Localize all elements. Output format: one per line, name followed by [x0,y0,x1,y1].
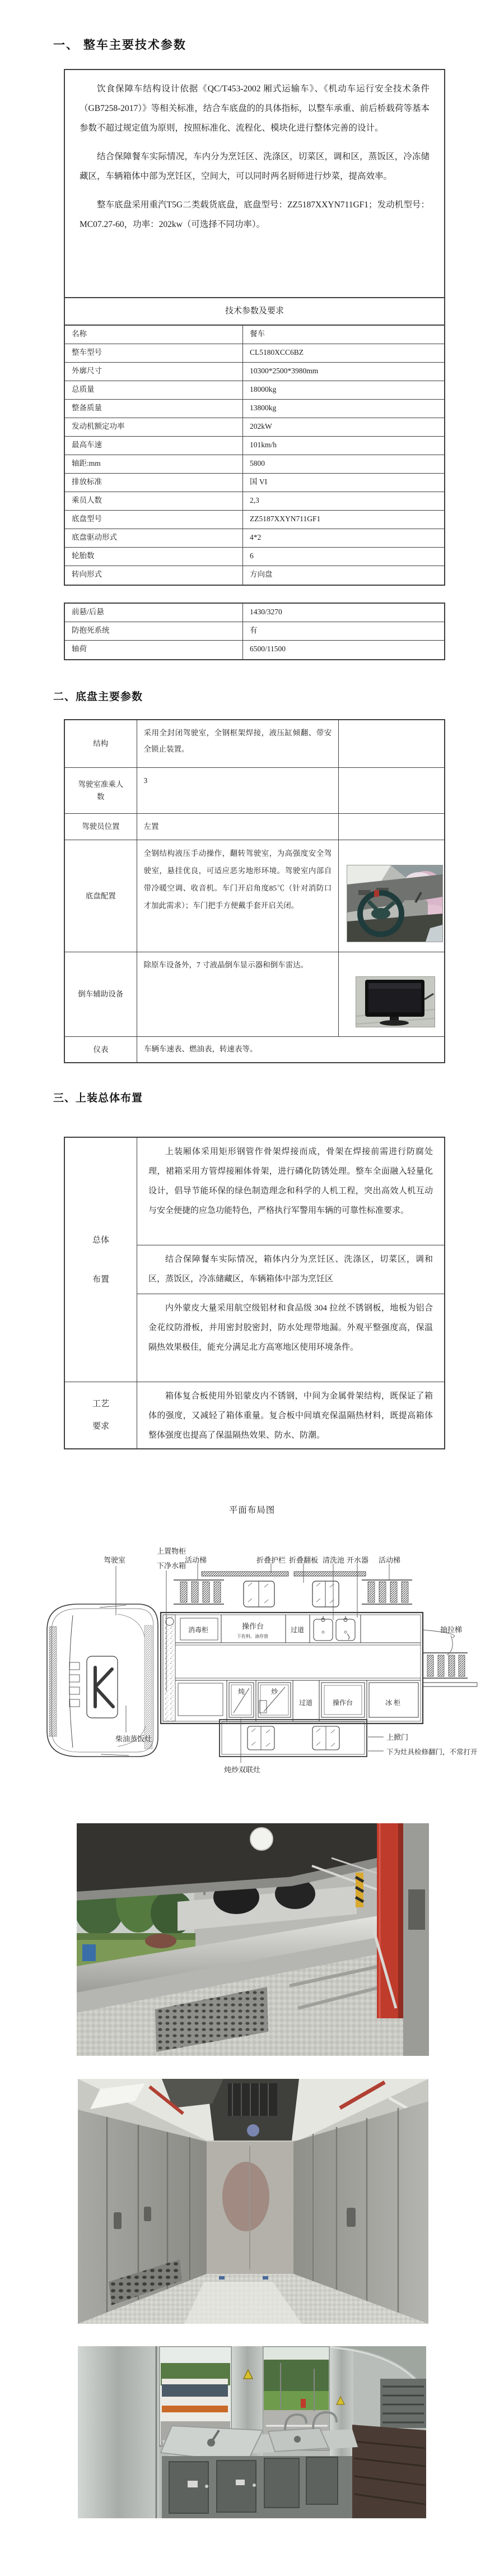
label-worktop: 操作台 [242,1622,264,1630]
label-flip-door: 上掀门 [386,1733,409,1741]
param-label: 总体布置 [65,1138,137,1382]
param-label: 驾驶室准乘人数 [65,768,137,813]
param-label: 乘员人数 [65,492,243,510]
window [312,1581,339,1607]
fold-flap-strip [202,1572,288,1576]
pull-out-ladder [423,1653,477,1687]
param-value: CL5180XCC6BZ [250,348,304,356]
table-row [65,400,444,418]
photo-cell [339,840,444,952]
label-ladder-left: 活动梯 [185,1556,207,1564]
intro-paragraph: 饮食保障车结构设计依据《QC/T453-2002 厢式运输车》、《机动车运行安全技术条件（GB7258-2017）》等相关标准，结合车底盘的的具体指标，以整车承重、前后桥载荷等基本参数不超过规定值为原则，按照标准化、流程化、模块化进行整体完善的设计。 [80,84,430,133]
param-value: 10300*2500*3980mm [250,367,319,375]
intro-paragraph: 结合保障餐车实际情况，车内分为烹饪区、洗涤区，切菜区，调和区，蒸饭区，冷冻储藏区，车辆箱体中部为烹饪区，空间大，可以同时两名厨师进行炒菜，提高效率。 [80,152,430,181]
param-value: 2,3 [250,496,259,504]
param-label: 轴距:mm [65,455,243,473]
param-label: 底盘型号 [65,511,243,529]
interior-corridor-illustration [78,2079,428,2324]
label-twin-stove: 炖炒双联灶 [224,1766,261,1774]
empty-cell [339,720,444,767]
param-label: 底盘驱动形式 [65,529,243,547]
empty-cell [339,768,444,813]
param-label: 轮胎数 [65,548,243,566]
table-row [65,566,444,585]
sink-basin [314,1619,333,1641]
param-label: 整车型号 [65,344,243,362]
faucet-hose [347,1634,349,1639]
table-row [65,381,444,400]
chassis-table [64,719,445,1063]
table-row [65,344,444,363]
table-row [65,768,444,814]
param-value: 采用全封闭驾驶室，全钢框架焊接，液压缸倾翻、带安全锁止装置。 [137,720,339,767]
table-row [65,437,444,455]
label-aisle-bottom: 过道 [299,1699,313,1707]
label-steamer: 柴油蒸饭灶 [115,1735,152,1743]
sink-basin [336,1619,355,1641]
table-row [65,952,444,1037]
table-row [65,529,444,548]
label-aisle-top: 过道 [291,1626,305,1634]
param-label: 整备质量 [65,400,243,418]
label-storage-bottom: 下净水箱 [157,1562,186,1570]
photo-exterior-cooking-area [77,1823,429,2056]
label-sink: 清洗池 [323,1556,345,1564]
tech-table-header: 技术参数及要求 [65,298,444,326]
table-row [65,548,444,566]
cell-stack [137,1138,444,1382]
param-value: 有 [250,626,258,634]
param-label: 工艺要求 [65,1382,137,1448]
param-value: 5800 [250,459,265,467]
table-row [65,814,444,840]
param-label: 倒车辅助设备 [65,952,137,1036]
param-label: 轴荷 [65,641,243,659]
param-label: 底盘配置 [65,840,137,952]
param-label: 外廓尺寸 [65,363,243,381]
flip-door-window [312,1726,339,1750]
body-layout-table [64,1137,445,1449]
water-tank-strip [163,1615,175,1721]
param-label: 结构 [65,720,137,767]
dark-floor [352,2425,426,2518]
param-value: 全钢结构液压手动操作，翻转驾驶室，为高强度安全驾驶室，悬挂优良，可适应恶劣地形环境。驾驶室内部自带冷暖空调、收音机。车门开启角度85℃（针对消防口才加此需求）；车门把手方便戴手套开启关闭。 [137,840,339,952]
label-stew: 炖 [238,1688,245,1695]
cab-drawing [47,1604,158,1757]
label-worktop2: 操作台 [333,1699,353,1707]
layout-text: 结合保障餐车实际情况，箱体内分为烹饪区、洗涤区，切菜区，调和区，蒸饭区，冷冻储藏区，车辆箱体中部为烹饪区 [137,1245,444,1294]
table-row [65,622,444,641]
table-row [65,455,444,474]
table-row [65,418,444,437]
photo-steamer-units [78,2346,426,2518]
label-fry: 炒 [271,1688,278,1695]
param-label: 转向形式 [65,566,243,585]
road [403,1823,429,2056]
table-row [65,363,444,381]
table-row [65,474,444,492]
empty-cell [339,814,444,840]
param-value: 18000kg [250,385,277,393]
label-boiler: 开水器 [347,1556,369,1564]
diagram-labels [104,1547,478,1774]
axle-table [64,603,445,660]
label-fridge: 冰 柜 [385,1699,401,1707]
table-row [65,511,444,529]
sub-box-elevation [220,1720,367,1757]
table-row [65,1382,444,1448]
steamer-units-illustration [78,2346,426,2518]
intro-paragraph: 整车底盘采用重汽T5G二类载货底盘，底盘型号：ZZ5187XXYN711GF1；发动机型号：MC07.27-60，功率：202kw（可选择不同功率）。 [80,200,430,229]
param-value: 除原车设备外，7 寸液晶倒车显示器和倒车雷达。 [137,952,339,1036]
param-value: 方向盘 [250,570,273,578]
ladder-left [174,1580,224,1604]
section3-heading: 三、上装总体布置 [53,1092,143,1104]
param-value: 3 [137,768,339,813]
label-disinfect: 消毒柜 [188,1626,209,1634]
param-label: 发动机额定功率 [65,418,243,436]
reversing-monitor-illustration [356,977,435,1027]
param-value: 13800kg [250,404,277,412]
photo-interior-corridor [78,2079,428,2324]
table-row [65,720,444,768]
section1-heading: 一、 整车主要技术参数 [53,39,186,52]
tech-parameters-table [64,69,445,586]
exterior-cooking-illustration [77,1823,429,2056]
label-fold-flap: 折叠翻板 [289,1556,319,1564]
table-row [65,604,444,622]
param-value: 101km/h [250,441,277,449]
param-label: 名称 [65,326,243,344]
label-pull-ladder: 抽拉梯 [440,1625,463,1634]
param-label: 总质量 [65,381,243,399]
label-service-door: 下为灶具检修翻门，不常打开 [386,1748,478,1756]
table-row [65,326,444,344]
label-worktop-sub: 下佐料、油存放 [237,1634,268,1639]
reversing-monitor-photo [356,976,435,1027]
table-row [65,492,444,511]
param-value: ZZ5187XXYN711GF1 [250,515,321,523]
craft-text: 箱体复合板使用外铝蒙皮内不锈钢，中间为金属骨架结构，既保证了箱体的强度，又减轻了箱体重量。复合板中间填充保温隔热材料，既提高箱体整体强度也提高了保温隔热效果、防水、防潮。 [148,1392,433,1440]
table-row [65,1138,444,1382]
section2-heading: 二、底盘主要参数 [53,691,143,703]
label-fold-rail: 折叠护栏 [256,1556,286,1564]
round-lamp [250,1828,273,1850]
intro-cell [65,70,444,298]
layout-diagram-title: 平面布局图 [228,1505,276,1515]
param-value: 国 VI [250,478,268,486]
floor-plan-diagram [34,1541,487,1782]
param-value: 左置 [137,814,339,840]
param-value: 车辆车速表、燃油表，转速表等。 [144,1045,258,1053]
steamer-box [178,1683,223,1716]
param-label: 仪表 [65,1037,137,1062]
table-row [65,641,444,659]
layout-text: 内外蒙皮大量采用航空级铝材和食品级 304 拉丝不锈钢板，地板为铝合金花纹防滑板，并用密封胶密封，防水处理带地漏。外观平整强度高，保温隔热效果极佳，能充分满足北方高寒地区使用环境条件。 [148,1304,433,1352]
param-label: 排放标准 [65,474,243,492]
param-value: 4*2 [250,533,262,541]
table-row [65,840,444,952]
flip-door-window [248,1726,274,1750]
ladder-right [362,1580,412,1604]
param-label: 防抱死系统 [65,622,243,640]
param-label: 最高车速 [65,437,243,455]
param-value: 1430/3270 [250,608,282,616]
param-value: 202kW [250,422,272,430]
param-value: 6500/11500 [250,645,286,653]
exterior-fittings [174,1572,477,1687]
label-ladder-right: 活动梯 [379,1556,401,1564]
cab-interior-photo [347,865,443,942]
ceiling-detector [247,2124,259,2137]
photo-cell [339,952,444,1036]
cab-interior-illustration [347,865,442,942]
label-cab: 驾驶室 [104,1556,126,1564]
layout-text: 上装厢体采用矩形钢管作骨架焊接而成，骨架在焊接前需进行防腐处理，裙箱采用方管焊接厢体骨架，进行磷化防锈处理。整车全面融入轻量化设计，倡导节能环保的绿色制造理念和科学的人机工程，突出高效人机互动与安全便捷的应急功能特色，严格执行军警用车辆的可靠性标准要求。 [137,1138,444,1245]
table-row [65,1037,444,1062]
param-label: 驾驶员位置 [65,814,137,840]
param-value: 餐车 [250,330,265,338]
param-label: 前悬/后悬 [65,604,243,622]
window [244,1581,274,1607]
fold-flap-strip [294,1572,366,1576]
label-storage-top: 上置物柜 [157,1547,186,1555]
pillar [78,2346,159,2518]
param-value: 6 [250,552,254,560]
